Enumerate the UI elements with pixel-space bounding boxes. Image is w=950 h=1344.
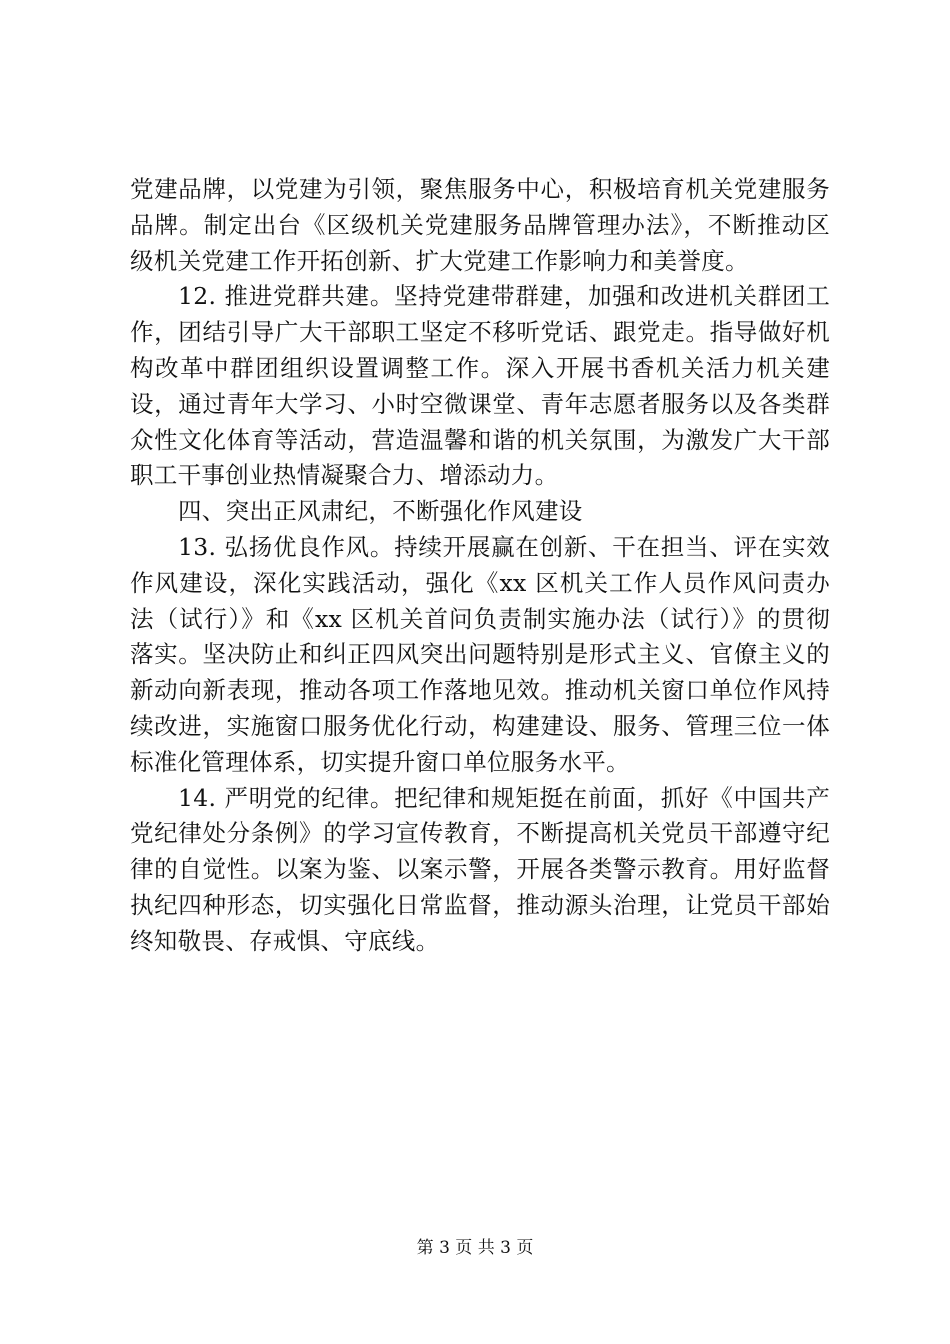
section-heading-4: 四、突出正风肃纪，不断强化作风建设 bbox=[178, 497, 583, 526]
paragraph-item-14: 14. 严明党的纪律。把纪律和规矩挺在前面，抓好《中国共产党纪律处分条例》的学习宣传教育，不断提高机关党员干部遵守纪律的自觉性。以案为鉴、以案示警，开展各类警示教育。用好监督执纪四种形态，切实强化日常监督，推动源头治理，让党员干部始终知敬畏、存戒惧、守底线。 bbox=[130, 783, 830, 955]
document-body bbox=[130, 172, 830, 960]
paragraph-item-12: 12. 推进党群共建。坚持党建带群建，加强和改进机关群团工作，团结引导广大干部职工坚定不移听党话、跟党走。指导做好机构改革中群团组织设置调整工作。深入开展书香机关活力机关建设，通过青年大学习、小时空微课堂、青年志愿者服务以及各类群众性文化体育等活动，营造温馨和谐的机关氛围，为激发广大干部职工干事创业热情凝聚合力、增添动力。 bbox=[130, 282, 830, 490]
paragraph-continuation: 党建品牌，以党建为引领，聚焦服务中心，积极培育机关党建服务品牌。制定出台《区级机关党建服务品牌管理办法》，不断推动区级机关党建工作开拓创新、扩大党建工作影响力和美誉度。 bbox=[130, 175, 830, 275]
page-footer: 第 3 页 共 3 页 bbox=[416, 1238, 534, 1258]
paragraph-item-13: 13. 弘扬优良作风。持续开展赢在创新、干在担当、评在实效作风建设，深化实践活动，强化《xx 区机关工作人员作风问责办法（试行）》和《xx 区机关首问负责制实施办法（试行）》的贯彻落实。坚决防止和纠正四风突出问题特别是形式主义、官僚主义的新动向新表现，推动各项工作落地见效。推动机关窗口单位作风持续改进，实施窗口服务优化行动，构建建设、服务、管理三位一体标准化管理体系，切实提升窗口单位服务水平。 bbox=[130, 532, 830, 776]
